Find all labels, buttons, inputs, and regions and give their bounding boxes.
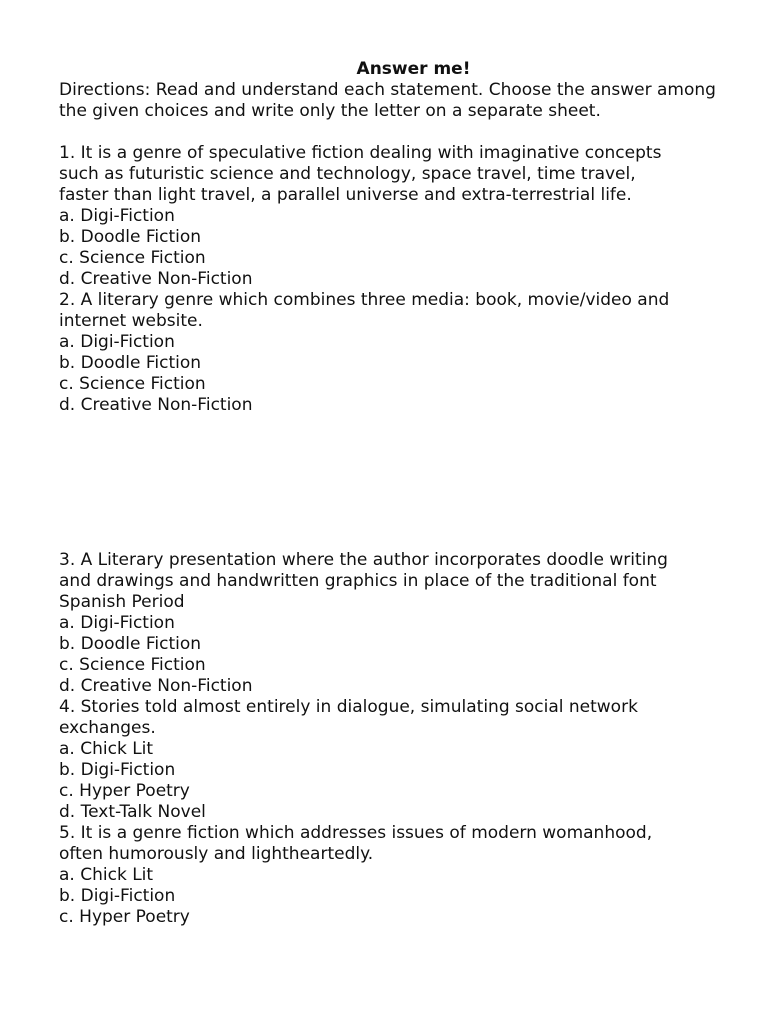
choice-c: c. Hyper Poetry bbox=[59, 907, 190, 927]
question-stem-line: such as futuristic science and technology, space travel, time travel, bbox=[59, 164, 636, 184]
page-gap bbox=[59, 416, 759, 550]
directions bbox=[59, 80, 759, 122]
question-stem-line: 3. A Literary presentation where the author incorporates doodle writing bbox=[59, 550, 668, 570]
question-stem-line: 4. Stories told almost entirely in dialogue, simulating social network bbox=[59, 697, 638, 717]
choice-d: d. Text-Talk Novel bbox=[59, 802, 206, 822]
choice-d: d. Creative Non-Fiction bbox=[59, 395, 253, 415]
document-title: Answer me! bbox=[356, 59, 471, 79]
question-stem-line: faster than light travel, a parallel universe and extra-terrestrial life. bbox=[59, 185, 632, 205]
choice-a: a. Chick Lit bbox=[59, 865, 154, 885]
directions-line: the given choices and write only the letter on a separate sheet. bbox=[59, 101, 601, 121]
spacer bbox=[59, 122, 759, 143]
choice-b: b. Digi-Fiction bbox=[59, 760, 176, 780]
choice-b: b. Doodle Fiction bbox=[59, 634, 202, 654]
question-3 bbox=[59, 550, 759, 697]
choice-a: a. Chick Lit bbox=[59, 739, 154, 759]
question-4 bbox=[59, 697, 759, 823]
question-2 bbox=[59, 290, 759, 416]
choice-b: b. Doodle Fiction bbox=[59, 353, 202, 373]
question-stem-line: often humorously and lightheartedly. bbox=[59, 844, 374, 864]
choice-a: a. Digi-Fiction bbox=[59, 206, 175, 226]
choice-a: a. Digi-Fiction bbox=[59, 613, 175, 633]
question-stem-line: 1. It is a genre of speculative fiction dealing with imaginative concepts bbox=[59, 143, 662, 163]
choice-a: a. Digi-Fiction bbox=[59, 332, 175, 352]
choice-c: c. Hyper Poetry bbox=[59, 781, 190, 801]
question-stem-line: and drawings and handwritten graphics in place of the traditional font bbox=[59, 571, 657, 591]
directions-line: Directions: Read and understand each statement. Choose the answer among bbox=[59, 80, 716, 100]
choice-d: d. Creative Non-Fiction bbox=[59, 269, 253, 289]
question-stem-line: 5. It is a genre fiction which addresses issues of modern womanhood, bbox=[59, 823, 653, 843]
document-page bbox=[59, 59, 759, 928]
choice-d: d. Creative Non-Fiction bbox=[59, 676, 253, 696]
question-stem-line: 2. A literary genre which combines three media: book, movie/video and bbox=[59, 290, 670, 310]
choice-c: c. Science Fiction bbox=[59, 374, 206, 394]
question-5 bbox=[59, 823, 759, 928]
question-stem-line: internet website. bbox=[59, 311, 203, 331]
question-stem-line: Spanish Period bbox=[59, 592, 185, 612]
question-1 bbox=[59, 143, 759, 290]
choice-c: c. Science Fiction bbox=[59, 248, 206, 268]
question-stem-line: exchanges. bbox=[59, 718, 156, 738]
choice-b: b. Doodle Fiction bbox=[59, 227, 202, 247]
choice-b: b. Digi-Fiction bbox=[59, 886, 176, 906]
choice-c: c. Science Fiction bbox=[59, 655, 206, 675]
